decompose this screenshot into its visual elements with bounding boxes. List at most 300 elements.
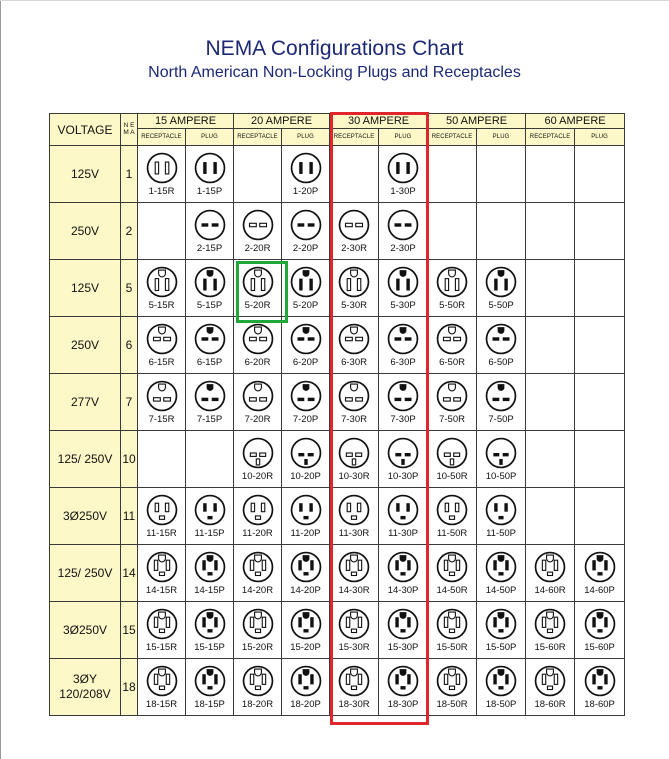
connector-cell <box>379 260 428 317</box>
connector-label: 15-20R <box>241 642 274 653</box>
connector-label: 6-20P <box>292 357 319 368</box>
connector-label: 5-20P <box>292 300 319 311</box>
connector-cell <box>186 602 234 659</box>
connector <box>379 203 427 259</box>
connector <box>138 659 185 715</box>
plug-icon <box>386 664 420 698</box>
connector <box>330 602 378 658</box>
connector-cell <box>428 602 477 659</box>
connector-cell <box>234 260 282 317</box>
connector-label: 2-30P <box>390 243 416 254</box>
connector-cell <box>186 488 234 545</box>
connector-cell <box>234 146 282 203</box>
connector-cell <box>526 488 575 545</box>
connector <box>282 374 329 430</box>
voltage-cell: 3Ø250V <box>50 488 121 545</box>
connector-cell <box>138 659 186 716</box>
connector-label: 14-50P <box>485 585 517 596</box>
connector-cell <box>186 146 234 203</box>
plug-icon <box>386 607 420 641</box>
connector-label: 6-15R <box>148 357 175 368</box>
connector <box>379 488 427 544</box>
connector-cell <box>526 203 575 260</box>
connector-cell <box>379 659 428 716</box>
chart-row <box>50 203 625 260</box>
connector-label: 18-60R <box>534 699 566 710</box>
chart-row <box>50 146 625 203</box>
connector-label: 14-15R <box>145 585 178 596</box>
receptacle-subheader: RECEPTACLE <box>526 129 575 146</box>
connector-label: 14-30R <box>338 585 370 596</box>
connector <box>428 659 476 715</box>
plug-icon <box>583 664 617 698</box>
connector-cell <box>282 260 330 317</box>
plug-icon <box>289 607 323 641</box>
connector-cell <box>234 374 282 431</box>
connector <box>186 317 233 373</box>
connector-label: 15-15P <box>194 642 225 653</box>
connector <box>234 545 281 601</box>
connector-label: 10-20P <box>290 471 321 482</box>
receptacle-icon <box>533 607 567 641</box>
voltage-cell: 3Ø250V <box>50 602 121 659</box>
connector-cell <box>575 602 625 659</box>
connector-cell <box>234 431 282 488</box>
nema-number-cell: 14 <box>121 545 138 602</box>
receptacle-icon <box>533 664 567 698</box>
connector-label: 5-50P <box>488 300 514 311</box>
connector-cell <box>575 146 625 203</box>
connector-cell <box>186 545 234 602</box>
connector-label: 15-30R <box>338 642 370 653</box>
connector-label: 2-15P <box>196 243 223 254</box>
connector-cell <box>428 203 477 260</box>
plug-icon <box>193 208 227 242</box>
connector-label: 18-30R <box>338 699 370 710</box>
nema-header: N E M A <box>121 114 138 146</box>
receptacle-icon <box>241 265 275 299</box>
connector <box>282 545 329 601</box>
connector-label: 7-30P <box>390 414 416 425</box>
connector-cell <box>186 374 234 431</box>
connector-cell <box>138 317 186 374</box>
connector-cell <box>282 488 330 545</box>
plug-icon <box>484 493 518 527</box>
connector <box>138 317 185 373</box>
connector-cell <box>526 545 575 602</box>
connector <box>477 659 525 715</box>
connector-label: 14-20P <box>290 585 321 596</box>
connector <box>379 602 427 658</box>
connector-label: 6-50R <box>439 357 465 368</box>
plug-icon <box>484 550 518 584</box>
connector-label: 14-60P <box>584 585 615 596</box>
plug-subheader: PLUG <box>477 129 526 146</box>
plug-icon <box>289 493 323 527</box>
nema-number-cell: 5 <box>121 260 138 317</box>
connector <box>379 431 427 487</box>
receptacle-icon <box>435 664 469 698</box>
connector <box>282 431 329 487</box>
connector-cell <box>379 203 428 260</box>
connector-cell <box>282 146 330 203</box>
connector-cell <box>330 659 379 716</box>
receptacle-icon <box>337 322 371 356</box>
connector-cell <box>477 602 526 659</box>
receptacle-icon <box>337 493 371 527</box>
connector-label: 18-15P <box>194 699 225 710</box>
voltage-cell: 3ØY 120/208V <box>50 659 121 716</box>
connector-label: 18-50P <box>485 699 517 710</box>
nema-number-cell: 7 <box>121 374 138 431</box>
voltage-cell: 125V <box>50 260 121 317</box>
chart-row <box>50 317 625 374</box>
connector-label: 18-30P <box>387 699 419 710</box>
connector-cell <box>330 374 379 431</box>
receptacle-subheader: RECEPTACLE <box>138 129 186 146</box>
connector-cell <box>379 488 428 545</box>
connector <box>379 146 427 202</box>
connector-label: 2-20R <box>244 243 271 254</box>
connector-label: 1-20P <box>292 186 319 197</box>
amp-30-header: 30 AMPERE <box>330 114 428 129</box>
plug-icon <box>289 436 323 470</box>
connector-cell <box>234 317 282 374</box>
chart-row <box>50 659 625 716</box>
chart-row <box>50 260 625 317</box>
connector-cell <box>138 488 186 545</box>
connector <box>526 659 574 715</box>
connector-label: 5-15P <box>196 300 223 311</box>
plug-icon <box>289 265 323 299</box>
receptacle-icon <box>337 436 371 470</box>
connector <box>477 545 525 601</box>
connector-label: 10-50R <box>436 471 468 482</box>
connector-cell <box>575 545 625 602</box>
connector-cell <box>428 317 477 374</box>
connector-label: 18-15R <box>145 699 178 710</box>
connector <box>330 431 378 487</box>
connector-label: 5-15R <box>148 300 175 311</box>
receptacle-icon <box>337 664 371 698</box>
connector <box>138 146 185 202</box>
receptacle-icon <box>145 322 179 356</box>
connector-label: 14-20R <box>241 585 274 596</box>
connector-cell <box>526 260 575 317</box>
connector-cell <box>234 203 282 260</box>
nema-number-cell: 10 <box>121 431 138 488</box>
connector <box>330 659 378 715</box>
amp-15-header: 15 AMPERE <box>138 114 234 129</box>
voltage-cell: 277V <box>50 374 121 431</box>
connector-cell <box>379 374 428 431</box>
connector-cell <box>138 374 186 431</box>
connector-cell <box>575 488 625 545</box>
amp-50-header: 50 AMPERE <box>428 114 526 129</box>
connector <box>330 260 378 316</box>
connector <box>186 260 233 316</box>
connector <box>282 602 329 658</box>
connector <box>428 374 476 430</box>
plug-icon <box>386 493 420 527</box>
connector-cell <box>526 317 575 374</box>
receptacle-icon <box>435 436 469 470</box>
connector <box>282 659 329 715</box>
receptacle-icon <box>533 550 567 584</box>
connector-label: 18-60P <box>584 699 615 710</box>
nema-number-cell: 1 <box>121 146 138 203</box>
connector-cell <box>477 203 526 260</box>
chart-row <box>50 545 625 602</box>
plug-icon <box>289 550 323 584</box>
connector-label: 7-50P <box>488 414 514 425</box>
plug-icon <box>289 208 323 242</box>
connector-cell <box>526 602 575 659</box>
receptacle-icon <box>337 607 371 641</box>
voltage-cell: 125/ 250V <box>50 431 121 488</box>
receptacle-icon <box>241 322 275 356</box>
voltage-cell: 125/ 250V <box>50 545 121 602</box>
connector-label: 18-20P <box>290 699 321 710</box>
connector-cell <box>282 602 330 659</box>
receptacle-icon <box>145 664 179 698</box>
connector-label: 15-50R <box>436 642 468 653</box>
connector-cell <box>234 488 282 545</box>
connector <box>234 488 281 544</box>
connector <box>330 203 378 259</box>
connector-label: 11-15R <box>146 528 177 539</box>
nema-chart-table <box>49 113 625 716</box>
connector <box>186 203 233 259</box>
connector-cell <box>186 203 234 260</box>
connector-label: 6-20R <box>244 357 271 368</box>
receptacle-icon <box>241 664 275 698</box>
connector-label: 11-30R <box>338 528 370 539</box>
amp-20-header: 20 AMPERE <box>234 114 330 129</box>
connector-cell <box>379 602 428 659</box>
receptacle-icon <box>435 379 469 413</box>
connector <box>575 545 624 601</box>
connector <box>575 602 624 658</box>
connector-cell <box>186 431 234 488</box>
connector-label: 10-30R <box>338 471 370 482</box>
connector-cell <box>379 545 428 602</box>
receptacle-icon <box>435 607 469 641</box>
connector-cell <box>526 146 575 203</box>
receptacle-icon <box>435 265 469 299</box>
connector <box>379 374 427 430</box>
connector-label: 6-30P <box>390 357 416 368</box>
nema-number-cell: 11 <box>121 488 138 545</box>
receptacle-icon <box>145 607 179 641</box>
connector <box>330 374 378 430</box>
connector-label: 10-20R <box>241 471 274 482</box>
connector-label: 15-50P <box>485 642 517 653</box>
connector <box>234 602 281 658</box>
connector-cell <box>575 374 625 431</box>
receptacle-subheader: RECEPTACLE <box>234 129 282 146</box>
plug-icon <box>193 265 227 299</box>
connector <box>138 374 185 430</box>
connector-cell <box>330 260 379 317</box>
connector <box>186 146 233 202</box>
connector-label: 18-20R <box>241 699 274 710</box>
plug-icon <box>386 265 420 299</box>
connector-label: 2-30R <box>341 243 367 254</box>
connector-cell <box>330 488 379 545</box>
connector-cell <box>526 659 575 716</box>
connector-cell <box>428 260 477 317</box>
receptacle-subheader: RECEPTACLE <box>428 129 477 146</box>
connector <box>234 260 281 316</box>
connector <box>477 488 525 544</box>
plug-subheader: PLUG <box>186 129 234 146</box>
connector-cell <box>526 374 575 431</box>
nema-number-cell: 18 <box>121 659 138 716</box>
plug-icon <box>484 607 518 641</box>
connector-cell <box>428 545 477 602</box>
plug-subheader: PLUG <box>282 129 330 146</box>
connector <box>282 146 329 202</box>
plug-icon <box>484 265 518 299</box>
connector-label: 15-15R <box>145 642 178 653</box>
receptacle-icon <box>145 550 179 584</box>
plug-icon <box>386 208 420 242</box>
connector-cell <box>477 659 526 716</box>
connector-cell <box>379 431 428 488</box>
connector-cell <box>330 203 379 260</box>
plug-subheader: PLUG <box>379 129 428 146</box>
connector-cell <box>330 431 379 488</box>
connector-cell <box>138 431 186 488</box>
connector-cell <box>575 659 625 716</box>
page-top-edge <box>0 0 669 1</box>
receptacle-icon <box>145 265 179 299</box>
connector <box>186 488 233 544</box>
connector-cell <box>282 431 330 488</box>
receptacle-icon <box>337 265 371 299</box>
connector-cell <box>282 659 330 716</box>
connector-cell <box>477 431 526 488</box>
connector <box>234 431 281 487</box>
connector-cell <box>330 545 379 602</box>
connector-cell <box>330 317 379 374</box>
plug-subheader: PLUG <box>575 129 625 146</box>
connector-label: 1-30P <box>390 186 416 197</box>
connector <box>138 488 185 544</box>
connector-label: 7-15P <box>196 414 223 425</box>
connector <box>477 260 525 316</box>
connector-cell <box>477 260 526 317</box>
connector <box>282 203 329 259</box>
connector-label: 1-15R <box>148 186 175 197</box>
connector-cell <box>138 146 186 203</box>
plug-icon <box>289 379 323 413</box>
plug-icon <box>193 664 227 698</box>
connector-label: 11-50P <box>486 528 517 539</box>
plug-icon <box>193 607 227 641</box>
connector-cell <box>477 545 526 602</box>
plug-icon <box>289 664 323 698</box>
nema-number-cell: 6 <box>121 317 138 374</box>
receptacle-icon <box>241 550 275 584</box>
plug-icon <box>484 322 518 356</box>
nema-number-cell: 2 <box>121 203 138 260</box>
connector-cell <box>428 374 477 431</box>
connector <box>428 545 476 601</box>
connector-label: 7-50R <box>439 414 465 425</box>
connector-label: 14-60R <box>534 585 566 596</box>
connector-cell <box>428 659 477 716</box>
connector <box>234 317 281 373</box>
chart-subtitle: North American Non-Locking Plugs and Receptacles <box>148 64 521 81</box>
connector-cell <box>234 545 282 602</box>
connector <box>138 260 185 316</box>
connector <box>477 374 525 430</box>
plug-icon <box>386 550 420 584</box>
connector-cell <box>282 203 330 260</box>
connector-label: 7-30R <box>341 414 367 425</box>
receptacle-subheader: RECEPTACLE <box>330 129 379 146</box>
connector-cell <box>477 488 526 545</box>
connector-cell <box>575 260 625 317</box>
receptacle-icon <box>145 379 179 413</box>
connector <box>379 659 427 715</box>
receptacle-icon <box>337 550 371 584</box>
plug-icon <box>484 664 518 698</box>
connector-label: 2-20P <box>292 243 319 254</box>
connector-label: 14-30P <box>387 585 419 596</box>
connector-label: 10-30P <box>387 471 419 482</box>
connector-cell <box>379 317 428 374</box>
connector-label: 15-60P <box>584 642 615 653</box>
plug-icon <box>386 379 420 413</box>
connector-cell <box>138 260 186 317</box>
plug-icon <box>193 550 227 584</box>
connector-cell <box>282 545 330 602</box>
connector-label: 6-15P <box>196 357 223 368</box>
connector <box>234 374 281 430</box>
connector <box>330 545 378 601</box>
connector-label: 5-30P <box>390 300 416 311</box>
receptacle-icon <box>241 493 275 527</box>
chart-row <box>50 488 625 545</box>
voltage-header: VOLTAGE <box>50 114 121 146</box>
plug-icon <box>583 607 617 641</box>
voltage-cell: 250V <box>50 203 121 260</box>
connector-cell <box>186 317 234 374</box>
receptacle-icon <box>145 493 179 527</box>
voltage-cell: 250V <box>50 317 121 374</box>
connector-cell <box>575 203 625 260</box>
receptacle-icon <box>145 151 179 185</box>
plug-icon <box>193 151 227 185</box>
connector <box>186 374 233 430</box>
connector <box>330 488 378 544</box>
connector <box>282 317 329 373</box>
connector-label: 7-20R <box>244 414 271 425</box>
nema-number-cell: 15 <box>121 602 138 659</box>
connector-label: 5-20R <box>244 300 271 311</box>
connector <box>282 488 329 544</box>
connector-cell <box>138 545 186 602</box>
receptacle-icon <box>241 208 275 242</box>
chart-title: NEMA Configurations Chart <box>205 37 464 60</box>
connector <box>379 545 427 601</box>
connector <box>428 602 476 658</box>
connector <box>428 431 476 487</box>
connector-cell <box>575 431 625 488</box>
